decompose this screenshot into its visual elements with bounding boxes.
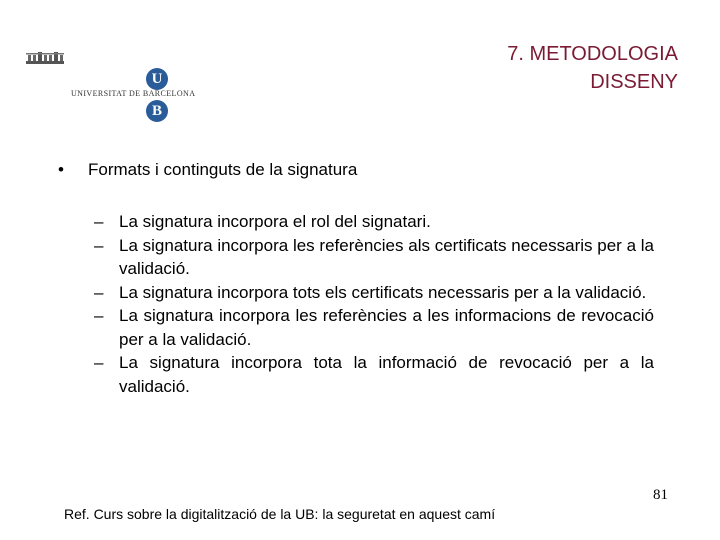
sub-bullet-item [94,281,654,305]
logo-text: UNIVERSITAT DE BARCELONA [71,89,196,98]
sub-bullet-text: La signatura incorpora tots els certificats necessaris per a la validació. [119,282,647,302]
slide-title [507,40,678,96]
title-line-1: 7. METODOLOGIA [507,43,678,65]
sub-bullet-text: La signatura incorpora tota la informació de revocació per a la validació. [119,353,654,396]
dash-icon: – [94,212,104,231]
university-logo [26,34,196,119]
sub-bullet-item [94,210,654,234]
dash-icon: – [94,306,104,325]
title-line-2: DISSENY [590,71,678,93]
sub-bullet-text: La signatura incorpora les referències a les informacions de revocació per a la validació. [119,306,654,349]
university-seal-icon: B [146,100,168,122]
building-icon [26,52,64,64]
dash-icon: – [94,353,104,372]
sub-bullet-item [94,351,654,398]
bullet-icon: • [58,160,64,179]
sub-bullet-item [94,304,654,351]
page-number: 81 [653,487,668,503]
sub-bullet-text: La signatura incorpora les referències als certificats necessaris per a la validació. [119,235,654,278]
sub-bullet-list [94,210,654,398]
university-seal-icon: U [146,68,168,90]
main-bullet-text: Formats i continguts de la signatura [88,160,358,179]
footer-reference: Ref. Curs sobre la digitalització de la UB: la seguretat en aquest camí [64,506,496,522]
dash-icon: – [94,235,104,255]
dash-icon: – [94,282,104,302]
sub-bullet-text: La signatura incorpora el rol del signatari. [119,212,431,231]
main-bullet [58,160,357,180]
sub-bullet-item [94,234,654,281]
